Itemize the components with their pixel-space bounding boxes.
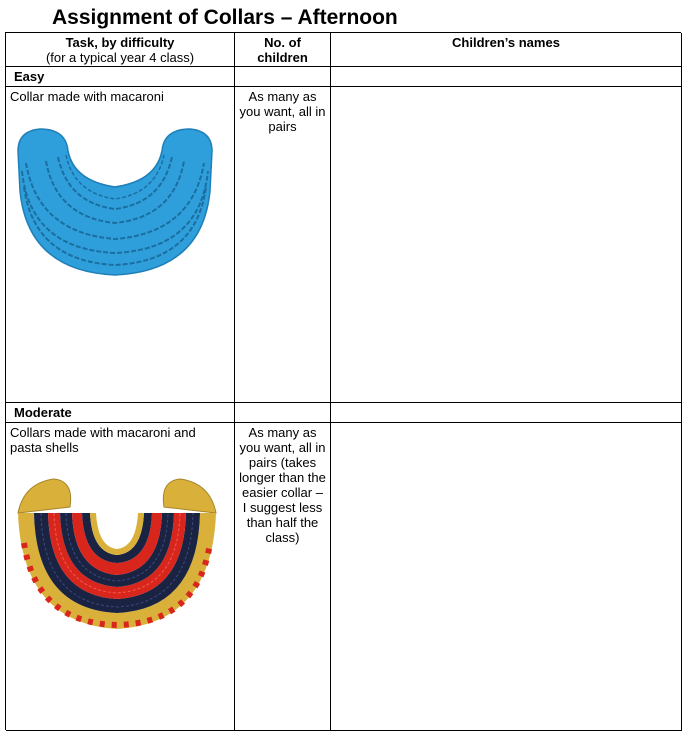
page-title: Assignment of Collars – Afternoon bbox=[52, 6, 398, 29]
header-names: Children’s names bbox=[331, 33, 682, 67]
level-easy-names-blank bbox=[331, 67, 682, 87]
assignment-table bbox=[5, 32, 681, 730]
level-moderate-names-blank bbox=[331, 403, 682, 423]
header-number: No. of children bbox=[235, 33, 331, 67]
task-easy bbox=[6, 87, 235, 403]
task-moderate bbox=[6, 423, 235, 731]
task-easy-text: Collar made with macaroni bbox=[10, 89, 164, 104]
level-moderate: Moderate bbox=[6, 403, 235, 423]
level-moderate-number-blank bbox=[235, 403, 331, 423]
names-moderate[interactable] bbox=[331, 423, 682, 731]
header-task bbox=[6, 33, 235, 67]
blue-collar-image bbox=[16, 121, 214, 277]
header-task-label: Task, by difficulty bbox=[65, 35, 175, 50]
names-easy[interactable] bbox=[331, 87, 682, 403]
header-task-sub: (for a typical year 4 class) bbox=[45, 50, 195, 65]
level-easy: Easy bbox=[6, 67, 235, 87]
red-blue-gold-collar-image bbox=[14, 473, 220, 633]
number-easy: As many as you want, all in pairs bbox=[235, 87, 331, 403]
level-easy-number-blank bbox=[235, 67, 331, 87]
task-moderate-text: Collars made with macaroni and pasta shells bbox=[10, 425, 196, 455]
number-moderate: As many as you want, all in pairs (takes longer than the easier collar – I suggest less than half the class) bbox=[235, 423, 331, 731]
